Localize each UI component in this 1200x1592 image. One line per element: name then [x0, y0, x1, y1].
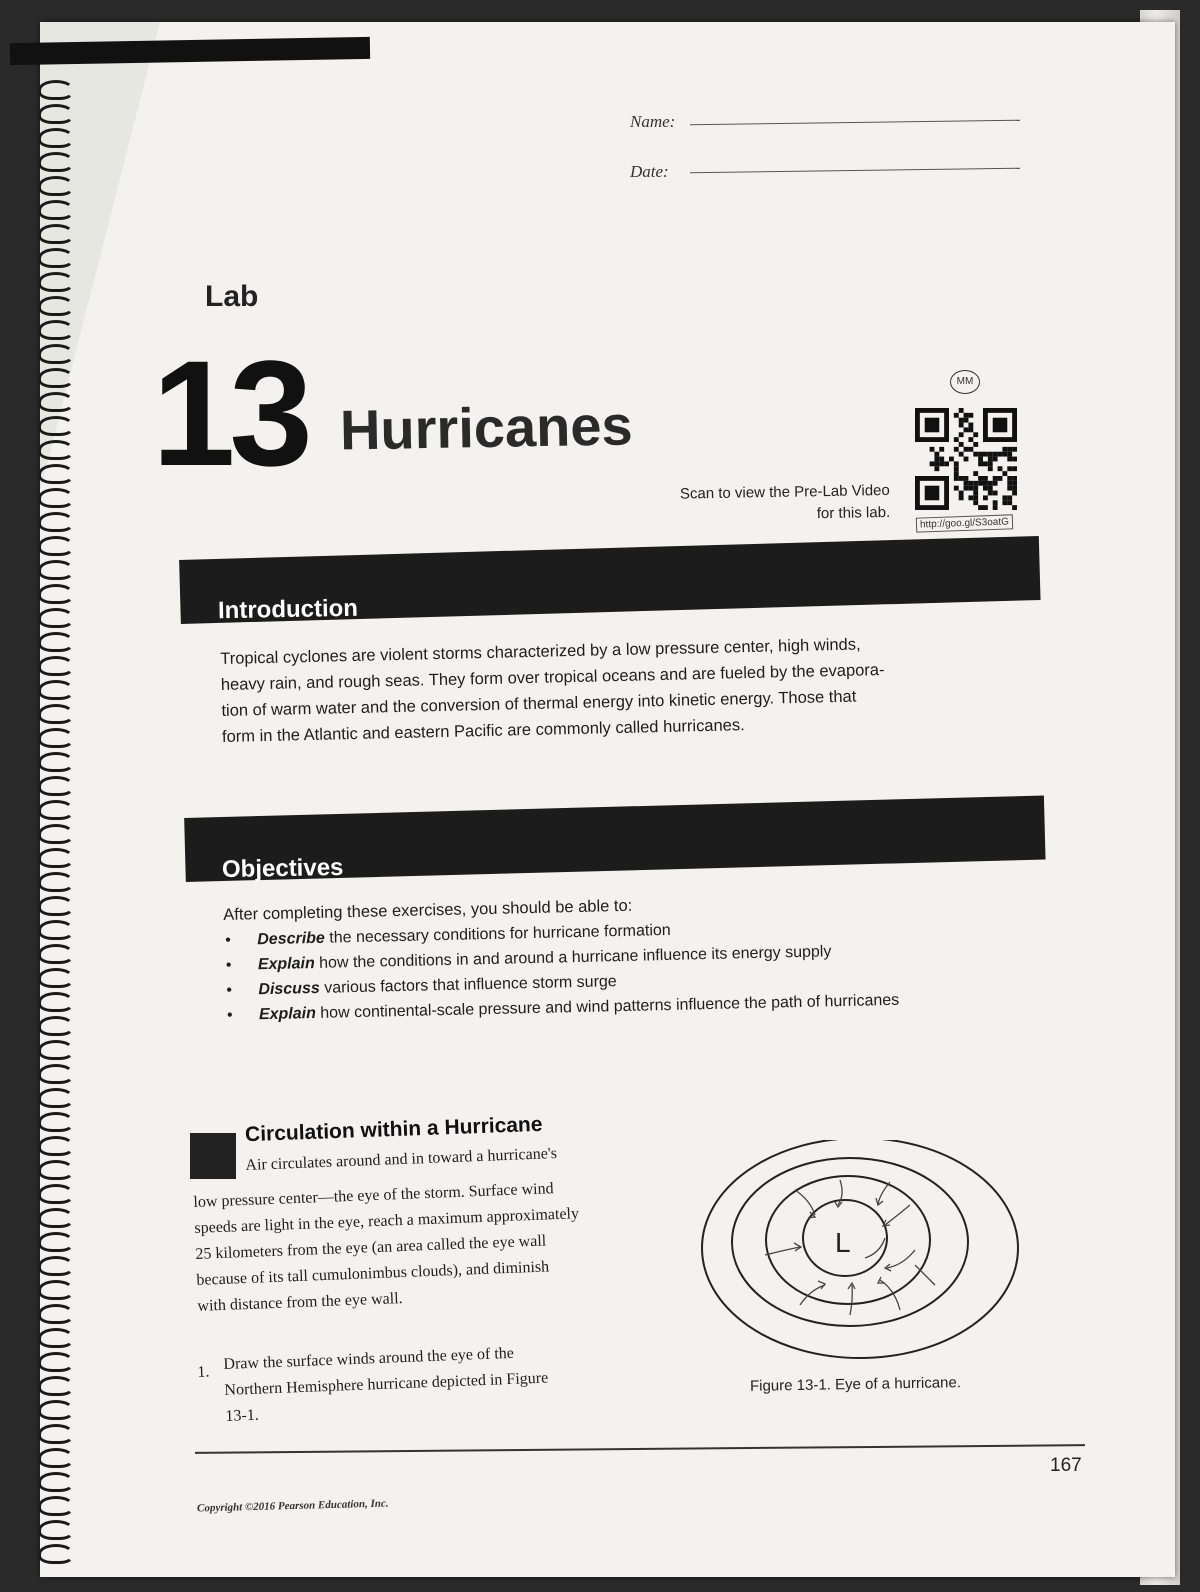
binding-ring — [38, 1352, 74, 1372]
binding-ring — [38, 1184, 74, 1204]
binding-ring — [38, 1304, 74, 1324]
date-label: Date: — [630, 162, 669, 181]
binding-ring — [38, 608, 74, 628]
lab-number: 13 — [152, 329, 307, 497]
binding-ring — [38, 440, 74, 460]
low-pressure-label: L — [835, 1227, 851, 1258]
binding-ring — [38, 512, 74, 532]
binding-ring — [38, 1112, 74, 1132]
binding-ring — [38, 1016, 74, 1036]
qr-note-line2: for this lab. — [816, 503, 891, 523]
section-title: Circulation within a Hurricane — [244, 1112, 543, 1147]
binding-ring — [38, 104, 74, 124]
binding-ring — [38, 920, 74, 940]
qr-code-icon[interactable] — [915, 408, 1017, 510]
binding-ring — [38, 488, 74, 508]
binding-ring — [38, 1544, 74, 1564]
binding-ring — [38, 272, 74, 292]
qr-url[interactable]: http://goo.gl/S3oatG — [916, 514, 1013, 532]
circulation-line: low pressure center—the eye of the storm. Surface wind — [193, 1180, 554, 1211]
objectives-heading: Objectives — [221, 853, 344, 884]
binding-ring — [38, 944, 74, 964]
lab-title: Hurricanes — [339, 393, 634, 462]
binding-ring — [38, 1160, 74, 1180]
objective-verb: Explain — [257, 954, 315, 974]
binding-ring — [38, 1136, 74, 1156]
binding-ring — [38, 296, 74, 316]
binding-ring — [38, 344, 74, 364]
binding-ring — [38, 1328, 74, 1348]
intro-line: tion of warm water and the conversion of thermal energy into kinetic energy. Those that — [221, 687, 857, 720]
binding-ring — [38, 896, 74, 916]
lab-label: Lab — [205, 280, 259, 313]
binding-ring — [38, 800, 74, 820]
binding-ring — [38, 176, 74, 196]
binding-ring — [38, 992, 74, 1012]
binding-ring — [38, 200, 74, 220]
binding-ring — [38, 320, 74, 340]
question-text — [223, 1337, 606, 1430]
binding-ring — [38, 224, 74, 244]
binding-ring — [38, 848, 74, 868]
binding-ring — [38, 1256, 74, 1276]
binding-ring — [38, 1472, 74, 1492]
binding-ring — [38, 824, 74, 844]
binding-ring — [38, 368, 74, 388]
binding-ring — [38, 1424, 74, 1444]
introduction-text — [220, 629, 952, 750]
binding-ring — [38, 680, 74, 700]
binding-ring — [38, 128, 74, 148]
page-number: 167 — [1050, 1455, 1082, 1476]
binding-ring — [38, 1280, 74, 1300]
objective-verb: Discuss — [258, 979, 320, 999]
circulation-text — [193, 1174, 618, 1320]
binding-ring — [38, 1400, 74, 1420]
binding-ring — [38, 80, 74, 100]
circulation-line: speeds are light in the eye, reach a maximum approximately — [194, 1205, 580, 1237]
intro-line: heavy rain, and rough seas. They form over tropical oceans and are fueled by the evapora- — [220, 660, 885, 694]
spiral-binding — [38, 80, 78, 1580]
objective-verb: Explain — [258, 1004, 317, 1024]
name-label: Name: — [630, 112, 676, 131]
binding-ring — [38, 872, 74, 892]
question-number: 1. — [197, 1363, 210, 1381]
hurricane-eye-figure[interactable] — [700, 1140, 1030, 1370]
mm-badge: MM — [950, 370, 980, 394]
circulation-line: because of its tall cumulonimbus clouds), and diminish — [196, 1258, 550, 1289]
binding-ring — [38, 1448, 74, 1468]
intro-line: form in the Atlantic and eastern Pacific are commonly called hurricanes. — [221, 716, 745, 746]
binding-ring — [38, 584, 74, 604]
binding-ring — [38, 632, 74, 652]
objective-verb: Describe — [257, 929, 326, 949]
objectives-lead: After completing these exercises, you should be able to: — [223, 896, 633, 924]
binding-ring — [38, 776, 74, 796]
circulation-line: 25 kilometers from the eye (an area called the eye wall — [195, 1232, 547, 1263]
objective-text: various factors that influence storm surge — [319, 973, 617, 997]
binding-ring — [38, 1376, 74, 1396]
question-line: Draw the surface winds around the eye of the — [223, 1344, 515, 1373]
qr-note-line1: Scan to view the Pre-Lab Video — [679, 481, 890, 503]
section-marker — [190, 1133, 236, 1179]
binding-ring — [38, 392, 74, 412]
introduction-heading: Introduction — [217, 594, 359, 625]
objective-text: how the conditions in and around a hurricane influence its energy supply — [314, 943, 832, 972]
figure-caption: Figure 13-1. Eye of a hurricane. — [749, 1374, 962, 1395]
binding-ring — [38, 416, 74, 436]
binding-ring — [38, 1208, 74, 1228]
qr-note — [650, 480, 891, 528]
binding-ring — [38, 536, 74, 556]
binding-ring — [38, 1496, 74, 1516]
binding-ring — [38, 1040, 74, 1060]
question-line: 13-1. — [225, 1406, 260, 1425]
objectives-list — [225, 912, 917, 1028]
binding-ring — [38, 560, 74, 580]
binding-ring — [38, 464, 74, 484]
intro-line: Tropical cyclones are violent storms characterized by a low pressure center, high winds, — [220, 635, 861, 668]
circulation-first-line: Air circulates around and in toward a hurricane's — [245, 1145, 558, 1174]
binding-ring — [38, 752, 74, 772]
binding-ring — [38, 656, 74, 676]
binding-ring — [38, 248, 74, 268]
binding-ring — [38, 152, 74, 172]
binding-ring — [38, 704, 74, 724]
binding-ring — [38, 1232, 74, 1252]
binding-ring — [38, 728, 74, 748]
objective-text: the necessary conditions for hurricane formation — [324, 921, 671, 947]
circulation-line: with distance from the eye wall. — [197, 1290, 403, 1315]
question-line: Northern Hemisphere hurricane depicted in Figure — [224, 1369, 549, 1399]
binding-ring — [38, 1520, 74, 1540]
objective-text: how continental-scale pressure and wind patterns influence the path of hurricanes — [315, 991, 900, 1022]
binding-ring — [38, 1064, 74, 1084]
binding-ring — [38, 968, 74, 988]
binding-ring — [38, 1088, 74, 1108]
copyright-notice: Copyright ©2016 Pearson Education, Inc. — [196, 1497, 389, 1515]
